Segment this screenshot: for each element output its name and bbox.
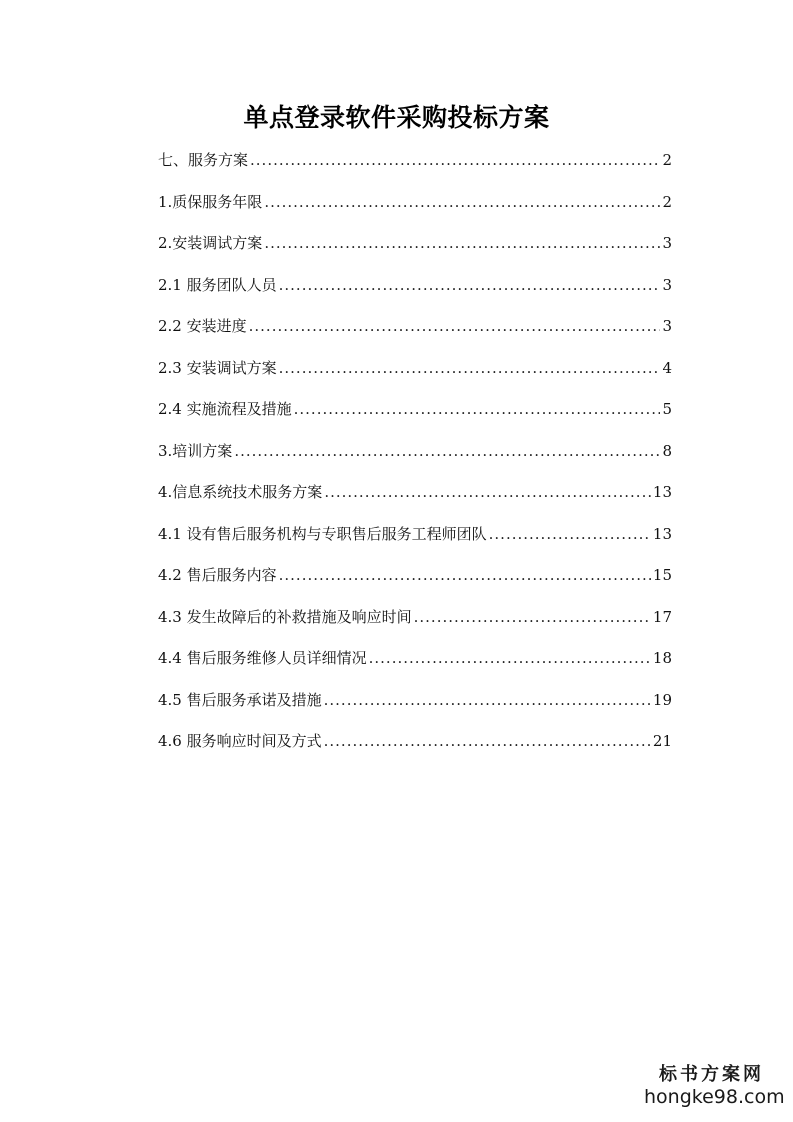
watermark-title: 标书方案网 [659, 1064, 764, 1085]
toc-entry-label: 3.培训方案 [158, 441, 233, 460]
toc-entry-label: 2.3 安装调试方案 [158, 358, 277, 377]
toc-dot-leader [250, 146, 660, 174]
toc-entry[interactable] [158, 437, 672, 479]
toc-entry-label: 4.6 服务响应时间及方式 [158, 732, 322, 750]
toc-entry[interactable] [158, 727, 672, 769]
toc-entry-page: 3 [662, 275, 672, 294]
toc-entry-page: 13 [652, 483, 672, 501]
toc-entry-label: 4.信息系统技术服务方案 [158, 483, 323, 501]
toc-entry[interactable] [158, 520, 672, 562]
toc-entry-label: 七、服务方案 [158, 151, 249, 169]
toc-entry[interactable] [158, 354, 672, 396]
toc-entry-label: 2.2 安装进度 [158, 317, 247, 335]
watermark-url: hongke98.com [644, 1086, 785, 1108]
toc-entry-label: 2.4 实施流程及措施 [158, 400, 292, 418]
toc-entry-label: 4.5 售后服务承诺及措施 [158, 690, 322, 709]
toc-entry-page: 8 [662, 441, 672, 460]
toc-entry-page: 3 [662, 234, 672, 252]
toc-dot-leader [294, 395, 661, 423]
toc-dot-leader [264, 188, 660, 216]
toc-entry-page: 2 [662, 151, 672, 169]
toc-entry[interactable] [158, 271, 672, 313]
toc-dot-leader [234, 437, 660, 465]
toc-entry-page: 3 [662, 317, 672, 335]
toc-entry-label: 2.安装调试方案 [158, 234, 263, 252]
toc-entry-page: 4 [662, 358, 672, 377]
toc-dot-leader [324, 727, 651, 755]
toc-entry[interactable] [158, 561, 672, 603]
toc-entry-page: 21 [652, 732, 672, 750]
toc-entry[interactable] [158, 395, 672, 437]
toc-dot-leader [369, 644, 651, 672]
toc-entry-page: 5 [662, 400, 672, 418]
toc-dot-leader [264, 229, 660, 257]
watermark [644, 1064, 785, 1108]
toc-dot-leader [324, 686, 651, 714]
toc-entry[interactable] [158, 146, 672, 188]
toc-entry-label: 4.3 发生故障后的补救措施及响应时间 [158, 607, 412, 626]
toc-entry-page: 13 [652, 524, 672, 543]
toc-dot-leader [279, 271, 661, 299]
table-of-contents [158, 146, 672, 769]
toc-dot-leader [279, 561, 651, 589]
toc-dot-leader [414, 603, 651, 631]
toc-entry-page: 18 [652, 649, 672, 667]
toc-entry-page: 19 [652, 690, 672, 709]
toc-dot-leader [279, 354, 661, 382]
toc-entry-label: 4.4 售后服务维修人员详细情况 [158, 649, 367, 667]
toc-entry-page: 2 [662, 192, 672, 211]
toc-entry-label: 4.2 售后服务内容 [158, 566, 277, 584]
toc-entry-label: 2.1 服务团队人员 [158, 275, 277, 294]
toc-dot-leader [489, 520, 651, 548]
toc-entry[interactable] [158, 229, 672, 271]
toc-dot-leader [249, 312, 661, 340]
toc-entry-page: 17 [652, 607, 672, 626]
toc-entry[interactable] [158, 312, 672, 354]
toc-entry-page: 15 [652, 566, 672, 584]
toc-entry-label: 4.1 设有售后服务机构与专职售后服务工程师团队 [158, 524, 487, 543]
toc-entry[interactable] [158, 686, 672, 728]
toc-dot-leader [324, 478, 651, 506]
toc-entry[interactable] [158, 644, 672, 686]
toc-entry-label: 1.质保服务年限 [158, 192, 263, 211]
toc-entry[interactable] [158, 603, 672, 645]
toc-entry[interactable] [158, 478, 672, 520]
page-title: 单点登录软件采购投标方案 [243, 103, 550, 132]
toc-entry[interactable] [158, 188, 672, 230]
